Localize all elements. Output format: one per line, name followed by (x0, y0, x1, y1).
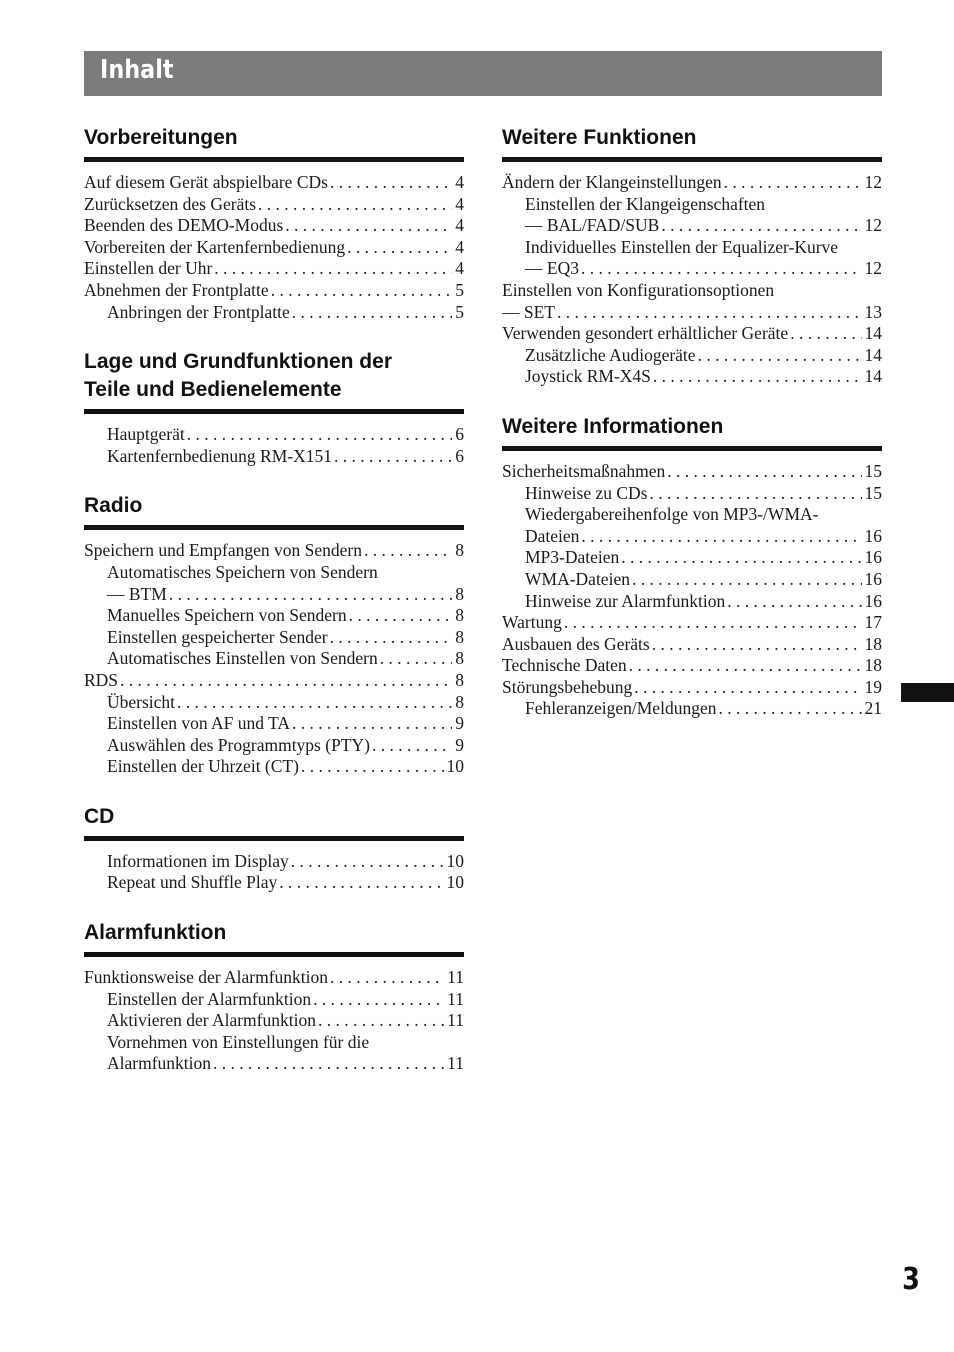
section-heading-text: Weitere Informationen (502, 414, 724, 438)
toc-entry-title: — EQ3 (525, 258, 579, 279)
toc-entry-page: 4 (455, 236, 464, 257)
dot-leader (318, 1010, 444, 1032)
toc-entry-list (84, 414, 464, 467)
toc-entry-title: Auf diesem Gerät abspielbare CDs (84, 172, 328, 192)
toc-entry[interactable] (84, 1010, 464, 1032)
toc-entry-title: Speichern und Empfangen von Sendern (84, 540, 362, 561)
toc-entry-page: 4 (455, 193, 464, 214)
dot-leader (667, 461, 861, 483)
toc-entry-title: Technische Daten (502, 655, 627, 676)
dot-leader (652, 634, 862, 656)
toc-entry-page: 8 (455, 691, 464, 712)
toc-entry-title: Sicherheitsmaßnahmen (502, 460, 666, 481)
toc-entry-list (84, 957, 464, 1075)
toc-entry-page: 11 (447, 1053, 464, 1074)
toc-entry-list (502, 162, 882, 388)
toc-entry-page: 11 (447, 1010, 464, 1031)
toc-entry[interactable] (84, 1053, 464, 1075)
toc-entry-list (84, 162, 464, 323)
toc-entry[interactable] (84, 215, 464, 237)
toc-entry-page: 11 (447, 967, 464, 988)
toc-entry-page: 4 (455, 258, 464, 279)
toc-entry-page: 8 (455, 540, 464, 561)
toc-entry-title: Störungsbehebung (502, 676, 633, 697)
dot-leader (187, 424, 453, 446)
section-heading (502, 409, 882, 451)
toc-entry[interactable] (502, 280, 882, 302)
dot-leader (790, 323, 861, 345)
toc-entry-page: 14 (864, 366, 882, 387)
toc-section-alarmfunktion (84, 915, 464, 1075)
toc-entry[interactable] (502, 591, 882, 613)
toc-entry-title: Einstellen der Uhrzeit (CT) (107, 756, 299, 777)
toc-entry[interactable] (84, 540, 464, 562)
dot-leader (629, 655, 862, 677)
toc-entry-title: Wartung (502, 612, 562, 633)
dot-leader (364, 540, 452, 562)
toc-entry[interactable] (502, 677, 882, 699)
dot-leader (313, 989, 444, 1011)
toc-entry-page: 12 (864, 258, 882, 279)
dot-leader (372, 735, 452, 757)
toc-entry-title: RDS (84, 669, 119, 690)
dot-leader (581, 526, 861, 548)
toc-entry[interactable] (84, 967, 464, 989)
toc-entry-title: Funktionsweise der Alarmfunktion (84, 967, 329, 988)
toc-entry-page: 8 (455, 626, 464, 647)
toc-entry-page: 12 (864, 172, 882, 192)
dot-leader (349, 605, 453, 627)
toc-entry[interactable] (84, 605, 464, 627)
toc-entry-page: 16 (864, 590, 882, 611)
toc-entry-page: 17 (864, 612, 882, 633)
toc-entry-title: WMA-Dateien (525, 568, 630, 589)
toc-entry[interactable] (502, 258, 882, 280)
dot-leader (661, 215, 861, 237)
title-bar (84, 51, 882, 96)
toc-entry[interactable] (84, 446, 464, 468)
toc-entry-title: Hauptgerät (107, 424, 185, 445)
toc-entry-page: 16 (864, 547, 882, 568)
toc-entry-page: 6 (455, 445, 464, 466)
toc-entry-page: 14 (864, 344, 882, 365)
section-heading-text: Alarmfunktion (84, 921, 227, 945)
toc-entry[interactable] (84, 302, 464, 324)
toc-entry-title: Auswählen des Programmtyps (PTY) (107, 734, 370, 755)
dot-leader (120, 670, 452, 692)
section-heading (84, 488, 464, 530)
toc-entry[interactable] (502, 547, 882, 569)
toc-entry-title: Einstellen der Klangeigenschaften (525, 193, 766, 214)
toc-entry[interactable] (84, 989, 464, 1011)
toc-entry[interactable] (84, 735, 464, 757)
toc-entry-page: 12 (864, 215, 882, 236)
toc-entry-title: Fehleranzeigen/Meldungen (525, 698, 717, 719)
toc-entry-title: Einstellen von Konfigurationsoptionen (502, 279, 775, 300)
toc-entry-page: 10 (446, 756, 464, 777)
dot-leader (718, 698, 861, 720)
section-heading-text: Weitere Funktionen (502, 126, 697, 149)
toc-entry-title: Kartenfernbedienung RM-X151 (107, 445, 333, 466)
dot-leader (632, 569, 862, 591)
toc-entry-title: Vorbereiten der Kartenfernbedienung (84, 236, 346, 257)
toc-entry-page: 14 (864, 323, 882, 344)
toc-entry-page: 16 (864, 568, 882, 589)
dot-leader (727, 591, 861, 613)
toc-entry-page: 13 (864, 301, 882, 322)
toc-entry[interactable] (502, 194, 882, 216)
dot-leader (214, 258, 452, 280)
toc-entry-page: 16 (864, 525, 882, 546)
section-tab-marker (901, 683, 954, 702)
dot-leader (258, 194, 452, 216)
section-heading (84, 799, 464, 841)
dot-leader (698, 345, 862, 367)
toc-entry-title: — BTM (107, 583, 167, 604)
toc-entry[interactable] (502, 504, 882, 526)
dot-leader (292, 302, 453, 324)
toc-entry-list (84, 841, 464, 894)
toc-entry[interactable] (84, 172, 464, 194)
toc-entry-page: 9 (455, 713, 464, 734)
toc-section-vorbereitungen (84, 120, 464, 323)
page-title: Inhalt (100, 55, 174, 85)
toc-section-radio (84, 488, 464, 778)
dot-leader (330, 627, 453, 649)
page-number: 3 (902, 1262, 920, 1297)
toc-entry-title: Beenden des DEMO-Modus (84, 215, 284, 236)
section-heading (84, 344, 464, 414)
section-heading (84, 120, 464, 162)
toc-entry-title: Informationen im Display (107, 850, 289, 871)
section-heading (502, 120, 882, 162)
toc-entry[interactable] (502, 302, 882, 324)
dot-leader (291, 851, 444, 873)
toc-entry-title: Zurücksetzen des Geräts (84, 193, 257, 214)
toc-entry-title: — BAL/FAD/SUB (525, 215, 660, 236)
toc-entry-page: 10 (446, 850, 464, 871)
toc-entry-title: Einstellen der Alarmfunktion (107, 988, 312, 1009)
toc-entry-title: Automatisches Speichern von Sendern (107, 561, 378, 582)
section-heading-text: Radio (84, 494, 143, 518)
toc-entry-page: 8 (455, 648, 464, 669)
toc-entry[interactable] (84, 280, 464, 302)
toc-entry-page: 11 (447, 988, 464, 1009)
toc-entry[interactable] (502, 612, 882, 634)
section-heading-text: Lage und Grundfunktionen der (84, 350, 392, 374)
toc-entry-title: Vornehmen von Einstellungen für die (107, 1031, 370, 1052)
toc-entry[interactable] (84, 424, 464, 446)
toc-entry-title: Individuelles Einstellen der Equalizer-Kurve (525, 236, 839, 257)
toc-entry[interactable] (84, 258, 464, 280)
toc-entry-page: 10 (446, 872, 464, 893)
toc-entry-title: MP3-Dateien (525, 547, 620, 568)
dot-leader (634, 677, 861, 699)
toc-entry-title: Aktivieren der Alarmfunktion (107, 1010, 316, 1031)
section-heading-text: Vorbereitungen (84, 126, 238, 149)
toc-entry[interactable] (502, 366, 882, 388)
toc-right-column (502, 120, 882, 741)
toc-entry-title: Ausbauen des Geräts (502, 633, 650, 654)
toc-entry-page: 15 (864, 482, 882, 503)
toc-entry-title: Einstellen der Uhr (84, 258, 213, 279)
toc-entry[interactable] (84, 692, 464, 714)
toc-entry-page: 19 (864, 676, 882, 697)
toc-entry-page: 5 (455, 301, 464, 322)
toc-entry[interactable] (502, 483, 882, 505)
toc-entry-page: 8 (455, 605, 464, 626)
toc-entry-title: Manuelles Speichern von Sendern (107, 605, 347, 626)
toc-entry-title: Joystick RM-X4S (525, 366, 651, 387)
dot-leader (292, 713, 452, 735)
toc-entry-page: 8 (455, 583, 464, 604)
dot-leader (380, 648, 453, 670)
dot-leader (653, 366, 862, 388)
dot-leader (169, 584, 452, 606)
toc-entry[interactable] (84, 756, 464, 778)
toc-entry[interactable] (502, 698, 882, 720)
toc-entry-list (84, 530, 464, 778)
toc-entry-title: Zusätzliche Audiogeräte (525, 344, 696, 365)
dot-leader (334, 446, 452, 468)
section-heading (84, 915, 464, 957)
toc-entry[interactable] (502, 634, 882, 656)
toc-entry-title: Alarmfunktion (107, 1053, 212, 1074)
toc-entry-title: Repeat und Shuffle Play (107, 872, 278, 893)
toc-entry[interactable] (84, 670, 464, 692)
toc-entry[interactable] (502, 569, 882, 591)
toc-entry[interactable] (84, 713, 464, 735)
section-heading-text-line2: Teile und Bedienelemente (84, 378, 342, 402)
toc-section-weitere-funktionen (502, 120, 882, 388)
toc-section-lage-und-grundfunktionen-der (84, 344, 464, 467)
toc-entry-title: Automatisches Einstellen von Sendern (107, 648, 378, 669)
toc-entry[interactable] (502, 526, 882, 548)
toc-entry-page: 15 (864, 460, 882, 481)
toc-entry-page: 21 (864, 698, 882, 719)
toc-entry[interactable] (84, 237, 464, 259)
toc-entry[interactable] (84, 648, 464, 670)
toc-entry[interactable] (84, 194, 464, 216)
toc-entry[interactable] (502, 172, 882, 194)
dot-leader (301, 756, 444, 778)
toc-entry-title: Anbringen der Frontplatte (107, 301, 290, 322)
toc-entry-list (502, 451, 882, 720)
toc-entry[interactable] (84, 562, 464, 584)
dot-leader (649, 483, 861, 505)
toc-entry[interactable] (84, 627, 464, 649)
toc-entry[interactable] (84, 872, 464, 894)
dot-leader (557, 302, 862, 324)
toc-entry-page: 6 (455, 424, 464, 445)
toc-entry-title: Dateien (525, 525, 580, 546)
toc-entry[interactable] (502, 461, 882, 483)
dot-leader (621, 547, 861, 569)
toc-entry[interactable] (502, 237, 882, 259)
toc-left-column (84, 120, 464, 1096)
toc-entry[interactable] (502, 345, 882, 367)
toc-section-cd (84, 799, 464, 894)
dot-leader (581, 258, 862, 280)
toc-entry-title: — SET (502, 301, 555, 322)
dot-leader (271, 280, 453, 302)
toc-entry-title: Hinweise zur Alarmfunktion (525, 590, 726, 611)
dot-leader (330, 172, 452, 194)
toc-entry[interactable] (502, 323, 882, 345)
toc-entry-page: 18 (864, 633, 882, 654)
toc-entry[interactable] (84, 1032, 464, 1054)
toc-entry[interactable] (84, 584, 464, 606)
toc-section-weitere-informationen (502, 409, 882, 720)
dot-leader (347, 237, 452, 259)
toc-entry-page: 9 (455, 734, 464, 755)
toc-entry-title: Abnehmen der Frontplatte (84, 279, 269, 300)
toc-entry-title: Wiedergabereihenfolge von MP3-/WMA- (525, 504, 819, 525)
section-heading-text: CD (84, 804, 115, 828)
dot-leader (724, 172, 862, 194)
dot-leader (330, 967, 444, 989)
toc-entry-page: 5 (455, 279, 464, 300)
toc-entry-page: 18 (864, 655, 882, 676)
dot-leader (213, 1053, 444, 1075)
toc-entry-title: Übersicht (107, 691, 176, 712)
dot-leader (279, 872, 443, 894)
dot-leader (285, 215, 452, 237)
toc-entry-page: 8 (455, 669, 464, 690)
toc-entry-title: Einstellen gespeicherter Sender (107, 626, 328, 647)
toc-entry[interactable] (502, 655, 882, 677)
toc-entry-title: Ändern der Klangeinstellungen (502, 172, 722, 192)
toc-entry-title: Hinweise zu CDs (525, 482, 648, 503)
dot-leader (177, 692, 452, 714)
toc-entry[interactable] (84, 851, 464, 873)
toc-entry[interactable] (502, 215, 882, 237)
toc-entry-title: Einstellen von AF und TA (107, 713, 290, 734)
dot-leader (564, 612, 862, 634)
toc-entry-page: 4 (455, 172, 464, 192)
toc-entry-title: Verwenden gesondert erhältlicher Geräte (502, 323, 789, 344)
toc-entry-page: 4 (455, 215, 464, 236)
